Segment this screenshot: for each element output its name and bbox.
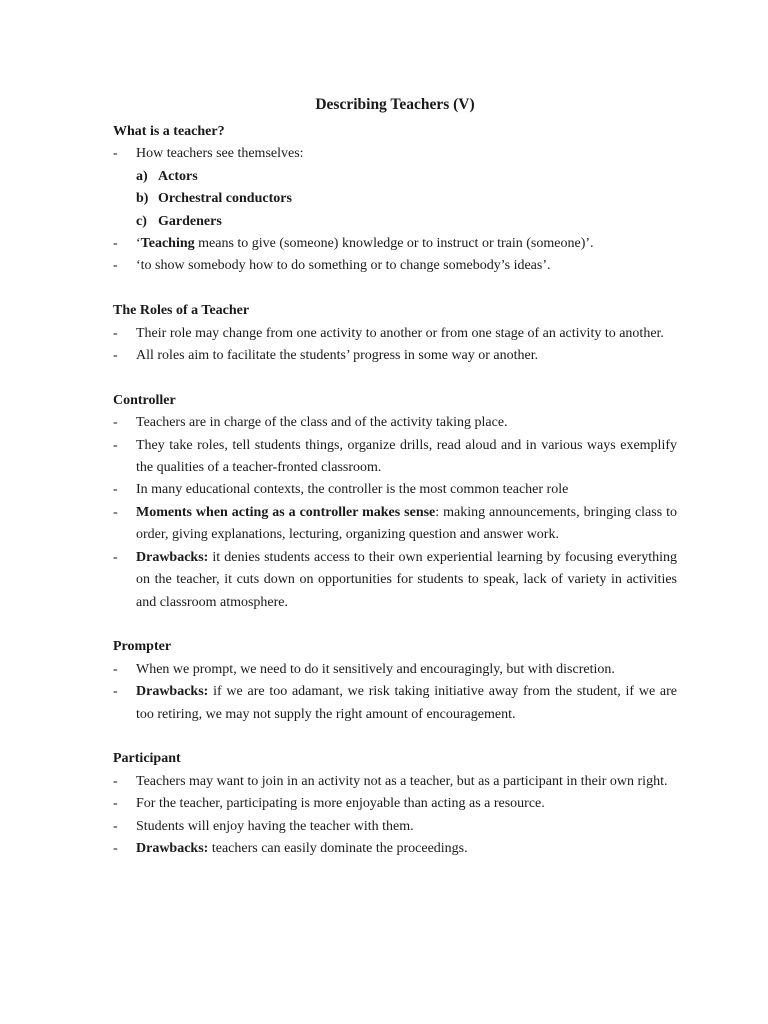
list-item-text: Teachers may want to join in an activity not as a teacher, but as a participant in their own right. [136,773,668,789]
emphasis-term: Drawbacks: [136,684,209,700]
list-item-text: if we are too adamant, we risk taking initiative away from the student, if we are too retiring, we may not supply the right amount of encouragement. [136,684,677,722]
list-item-text: Orchestral conductors [158,191,292,207]
list-item-text: teachers can easily dominate the proceedings. [208,840,468,856]
list-item-text: Their role may change from one activity to another or from one stage of an activity to another. [136,325,664,341]
list-item-text: ‘to show somebody how to do something or to change somebody’s ideas’. [136,258,551,274]
spacer [113,726,677,748]
sub-list-item [113,188,677,210]
section-heading-participant: Participant [113,751,181,767]
list-item [113,435,677,480]
list-item [113,793,677,815]
bullet-dash: - [113,773,118,789]
sub-list-item [113,211,677,233]
list-item-text: They take roles, tell students things, organize drills, read aloud and in various ways exemplify the qualities of a teacher-fronted classroom. [136,437,677,476]
list-item-text: : making announcements, bringing class to order, giving explanations, lecturing, organizing question and answer work. [136,504,677,543]
list-item-text: When we prompt, we need to do it sensitively and encouragingly, but with discretion. [136,661,615,677]
list-item [113,345,677,367]
bullet-dash: - [113,796,118,812]
list-item [113,681,677,726]
list-item-text: Students will enjoy having the teacher with them. [136,818,414,834]
list-marker: a) [136,168,148,184]
list-item [113,502,677,547]
list-item [113,479,677,501]
list-item-text: Actors [158,168,198,184]
bullet-dash: - [113,840,118,856]
emphasis-term: Drawbacks: [136,549,209,565]
bullet-dash: - [113,146,118,162]
bullet-dash: - [113,549,118,565]
section-heading-roles: The Roles of a Teacher [113,303,250,319]
list-item-text: How teachers see themselves: [136,146,304,162]
list-item [113,412,677,434]
list-marker: c) [136,213,147,229]
list-item-text: All roles aim to facilitate the students’ progress in some way or another. [136,348,539,364]
list-item [113,547,677,614]
list-item [113,255,677,277]
bullet-dash: - [113,684,118,700]
bullet-dash: - [113,482,118,498]
emphasis-term: Drawbacks: [136,840,209,856]
list-item [113,143,677,165]
sub-list-item [113,166,677,188]
bullet-dash: - [113,325,118,341]
document-page [113,90,677,860]
bullet-dash: - [113,504,118,520]
list-item-text: it denies students access to their own experiential learning by focusing everything on the teacher, it cuts down on opportunities for students to speak, lack of variety in activities and classroom atmosphere. [136,549,677,610]
page-title: Describing Teachers (V) [315,96,475,113]
spacer [113,278,677,300]
list-item [113,816,677,838]
list-item [113,323,677,345]
bullet-dash: - [113,415,118,431]
bullet-dash: - [113,258,118,274]
list-item [113,233,677,255]
list-item-text: Teachers are in charge of the class and of the activity taking place. [136,415,508,431]
list-item [113,659,677,681]
bullet-dash: - [113,818,118,834]
list-item-text: Gardeners [158,213,222,229]
list-item-text: For the teacher, participating is more enjoyable than acting as a resource. [136,796,545,812]
list-item [113,838,677,860]
spacer [113,614,677,636]
bullet-dash: - [113,236,118,252]
section-heading-prompter: Prompter [113,639,172,655]
list-item-text: means to give (someone) knowledge or to instruct or train (someone)’. [194,236,594,252]
section-heading-what-is-a-teacher: What is a teacher? [113,124,225,139]
list-item-text: In many educational contexts, the controller is the most common teacher role [136,482,569,498]
emphasis-term: Teaching [140,236,195,252]
bullet-dash: - [113,661,118,677]
spacer [113,367,677,389]
emphasis-term: Moments when acting as a controller makes sense [136,504,436,520]
quote-open: ‘ [136,236,141,252]
bullet-dash: - [113,348,118,364]
list-marker: b) [136,191,149,207]
bullet-dash: - [113,437,118,453]
list-item [113,771,677,793]
section-heading-controller: Controller [113,392,176,408]
